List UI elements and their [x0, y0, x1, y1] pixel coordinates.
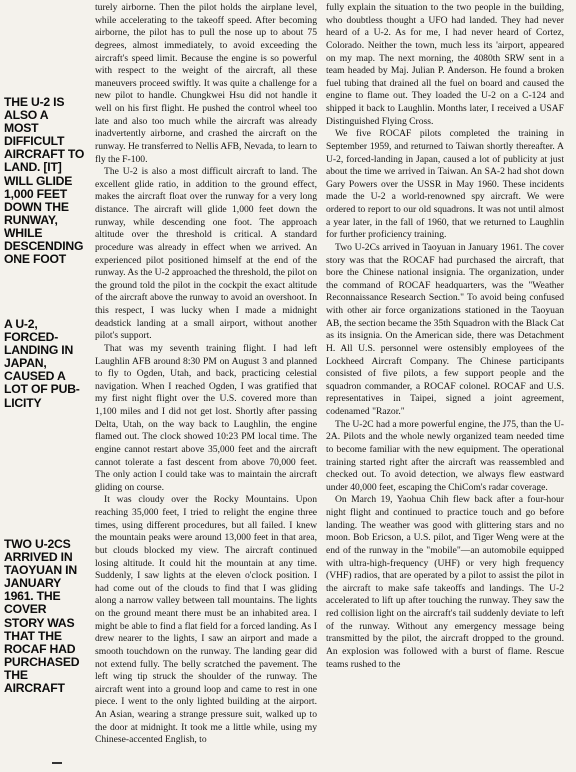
body-column-left [95, 2, 317, 760]
pull-quote-line: THE [4, 667, 28, 682]
body-paragraph: The U-2 is also a most difficult aircraft to land. The excellent glide ratio, in addition to the ground effect, makes the aircraft float over the runway for a very long distance. The aircraft will glide 1,000 feet down the runway, while descending one foot. The approach altitude over the threshold is critical. A standard procedure was already in effect when we arrived. An experienced pilot positioned himself at the end of the runway. As the U-2 approached the threshold, the pilot on the ground told the pilot in the cockpit the exact altitude of the aircraft above the runway to avoid an overshoot. In this respect, I was lucky when I made a midnight deadstick landing at a small airport, without another pilot's support. [95, 166, 317, 342]
pull-quote-line: LAND. [IT] [4, 160, 62, 175]
pull-quote-line: AIRCRAFT [4, 681, 65, 696]
pull-quote-line: LANDING IN [4, 343, 74, 358]
pull-quote-line: RUNWAY, [4, 212, 58, 227]
pull-quote-line: FORCED- [4, 330, 59, 345]
pull-quote-line: MOST [4, 121, 39, 136]
pull-quote-line: DOWN THE [4, 199, 69, 214]
body-paragraph: That was my seventh training flight. I had left Laughlin AFB around 8:30 PM on August 3 and planned to fly to Ogden, Utah, and back, practicing celestial navigation. When I reached Ogden, I was gratified that my first night flight over the U.S. covered more than 1,100 miles and I did not get lost. Shortly after passing Delta, Utah, on the way back to Laughlin, the engine flamed out. The clock showed 10:23 PM local time. The engine cannot restart above 35,000 feet and the aircraft cannot tolerate a fast descent from above 70,000 feet. The only action I could take was to maintain the aircraft gliding on course. [95, 342, 317, 493]
pull-quote-line: WILL GLIDE [4, 173, 73, 188]
pull-quote-japan [4, 318, 90, 410]
pull-quote-line: DIFFICULT [4, 134, 65, 149]
pull-quote-line: ALSO A [4, 108, 49, 123]
body-paragraph: Two U-2Cs arrived in Taoyuan in January 1961. The cover story was that the ROCAF had purchased the aircraft, that bore the Chinese national insignia. The organization, under the command of ROCAF headquarters, was the "Weather Reconnaissance Research Section." To avoid being confused with other air force organizations stationed in the Taoyuan AB, the section became the 35th Squadron with the Black Cat as its insignia. On the American side, there was Detachment H. All U.S. personnel were ostensibly employees of the Lockheed Aircraft Company. The Chinese participants consisted of five pilots, a few support people and the squadron commander, a ROCAF colonel. ROCAF and U.S. representatives in Taipei, signed a joint agreement, codenamed "Razor." [326, 241, 564, 417]
body-column-right [326, 2, 564, 760]
pull-quote-line: ONE FOOT [4, 252, 67, 267]
body-paragraph: The U-2C had a more powerful engine, the J75, than the U-2A. Pilots and the whole newly organized team needed time to become familiar with the new equipment. The operational training started right after the aircraft was reassembled and checked out. To avoid detection, we always flew eastward under 40,000 feet, escaping the ChiCom's radar coverage. [326, 418, 564, 493]
pull-quote-line: LICITY [4, 395, 42, 410]
pull-quote-line: ROCAF HAD [4, 641, 76, 656]
pull-quote-line: THAT THE [4, 628, 62, 643]
page-footer-mark [52, 762, 62, 764]
body-paragraph: turely airborne. Then the pilot holds the airplane level, while accelerating to the takeoff speed. After becoming airborne, the pilot has to pull the nose up to about 75 degrees, almost immediately, to avoid exceeding the aircraft's speed limit. Because the engine is so powerful with respect to the weight of the aircraft, all these maneuvers proceed swiftly. It was quite a challenge for a new pilot to handle. Chungkwei Hsu did not handle it well on his first flight. He pushed the control wheel too late and also too much while the aircraft was already inadvertently airborne, and crashed the aircraft on the runway. He transferred to Nellis AFB, Nevada, to learn to fly the F-100. [95, 2, 317, 165]
pull-quote-line: AIRCRAFT TO [4, 147, 85, 162]
pull-quote-line: THE U-2 IS [4, 95, 65, 109]
pull-quote-line: TWO U-2CS [4, 537, 71, 551]
pull-quote-line: COVER [4, 602, 47, 617]
body-paragraph: On March 19, Yaohua Chih flew back after a four-hour night flight and continued to practice touch and go before landing. The weather was good with glittering stars and no moon. Bob Ericson, a U.S. pilot, and Tiger Weng were at the end of the runway in the "mobile"—an automobile equipped with ultra-high-frequency (UHF) or very high frequency (VHF) radios, that are operated by a pilot to assist the pilot in the aircraft to make safe takeoffs and landings. The U-2 accelerated to lift up after touching the runway. They saw the red collision light on the aircraft's tail suddenly deviate to left of the runway. Without any emergency message being transmitted by the pilot, the aircraft dropped to the ground. An explosion was followed with a burst of flame. Rescue teams rushed to the [326, 494, 564, 670]
pull-quote-taoyuan [4, 538, 90, 695]
pull-quote-line: JANUARY [4, 576, 62, 591]
pull-quote-landing [4, 96, 90, 266]
body-paragraph: We five ROCAF pilots completed the training in September 1959, and returned to Taiwan shortly thereafter. A U-2, forced-landing in Japan, caused a lot of publicity at just about the time we arrived in Taiwan. An SA-2 had shot down Gary Powers over the USSR in May 1960. These incidents made the U-2 a world-renowned spy aircraft. We were ordered to report to our old squadrons. It was not until almost a year later, in the fall of 1960, that we returned to Laughlin for further proficiency training. [326, 128, 564, 241]
body-paragraph: fully explain the situation to the two people in the building, who doubtless thought a UFO had landed. They had never heard of a U-2. As for me, I had never heard of Cortez, Colorado. Neither the town, much less its 'airport, appeared on my map. The next morning, the 4080th SRW sent in a team headed by Maj. Julian P. Anderson. He found a broken fuel tubing that drained all the fuel on board and caused the engine to flame out. They loaded the U-2 on a C-124 and shipped it back to Laughlin. Months later, I received a USAF Distinguished Flying Cross. [326, 2, 564, 127]
pull-quote-line: STORY WAS [4, 615, 75, 630]
pull-quote-line: ARRIVED IN [4, 550, 73, 565]
pull-quote-line: JAPAN, [4, 356, 47, 371]
pull-quote-line: WHILE [4, 225, 43, 240]
pull-quote-line: CAUSED A [4, 369, 66, 384]
pull-quote-line: A U-2, [4, 317, 38, 331]
pull-quote-line: TAOYUAN IN [4, 563, 77, 578]
pull-quote-line: 1,000 FEET [4, 186, 68, 201]
pull-quote-line: LOT OF PUB- [4, 382, 80, 397]
pull-quote-line: PURCHASED [4, 654, 80, 669]
pull-quote-line: 1961. THE [4, 589, 61, 604]
body-paragraph: It was cloudy over the Rocky Mountains. Upon reaching 35,000 feet, I tried to relight the engine three times, using different procedures, but all failed. I knew the mountain peaks were around 13,000 feet in that area, but clouds blocked my view. The aircraft continued losing altitude. It could hit the mountain at any time. Suddenly, I saw lights at the eleven o'clock position. I had come out of the clouds to find that I was gliding along a narrow valley between tall mountains. The lights on the ground meant there must be an inhabited area. I might be able to find a flat field for a forced landing. As I drew nearer to the lights, I saw an airport and made a smooth touchdown on the runway. The landing gear did not extend fully. The belly scratched the pavement. The left wing tip struck the shoulder of the runway. The aircraft went into a ground loop and came to rest in one piece. I went to the only lighted building at the airport. An Asian, wearing a strange pressure suit, walked up to the door at midnight. It took me a little while, using my Chinese-accented English, to [95, 494, 317, 746]
pull-quote-line: DESCENDING [4, 239, 84, 254]
